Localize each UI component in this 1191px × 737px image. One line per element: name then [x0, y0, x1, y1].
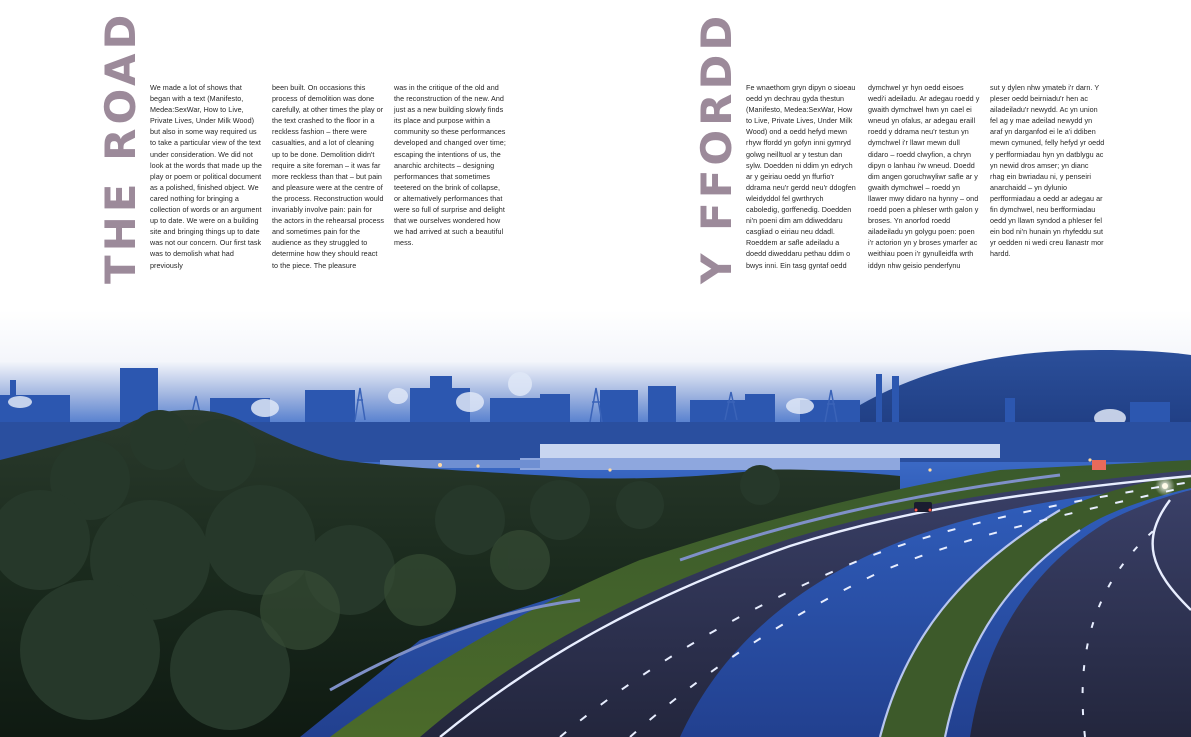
page-title-the-road: THE ROAD: [96, 10, 145, 284]
welsh-text-column-1: Fe wnaethom gryn dipyn o sioeau oedd yn dechrau gyda thestun (Manifesto, Medea:SexWar, How to Live, Private Lives, Under Milk Wood) ond a oedd hefyd mewn rhyw ffordd yn gofyn inni gymryd golwg neilltuol ar y testun dan sylw. Doedden ni ddim yn edrych ar y geiriau oedd yn ffurfio'r ddrama neu'r gerdd neu'r ddogfen wleidyddol fel gwrthrych caboledig, gorffenedig. Doedden ni'n poeni dim am ddiweddaru casgliad o eiriau neu ddadl. Roeddem ar safle adeiladu a doedd diweddaru pethau ddim o bwys inni. Ein tasg gyntaf oedd: [746, 83, 856, 270]
text-column-1: We made a lot of shows that began with a text (Manifesto, Medea:SexWar, How to Live, Private Lives, Under Milk Wood) but also in some way required us to take a particular view of the text under consideration. We did not look at the words that made up the play or poem or political document as a polished, finished object. We cared nothing for bringing a collection of words or an argument up to date. We were on a building site and bringing things up to date was not our concern. Our first task was to demolish what had previously: [150, 83, 262, 270]
welsh-text-column-2: dymchwel yr hyn oedd eisoes wedi'i adeiladu. Ar adegau roedd y gwaith dymchwel hwn yn cael ei wneud yn ofalus, ar adegau eraill roedd y ddrama neu'r testun yn dymchwel i'r llawr mewn dull didaro – roedd clwyfion, a chryn dipyn o lanhau i'w wneud. Doedd dim angen goruchwyliwr safle ar y gwaith dymchwel – roedd yn llawer mwy didaro na hynny – ond roedd poen a phleser wrth galon y broses. Yn anorfod roedd ailadeiladu yn golygu poen: poen i'r actorion yn y broses ymarfer ac weithiau poen i'r gynulleidfa wrth iddyn nhw geisio penderfynu: [868, 83, 980, 270]
text-column-3: was in the critique of the old and the reconstruction of the new. And just as a new building slowly finds its place and purpose within a community so these performances developed and changed over time; escaping the intentions of us, the anarchic architects – designing performances that sometimes teetered on the brink of collapse, or alternatively performances that were so full of surprise and delight that we ourselves wondered how we had arrived at such a beautiful mess.: [394, 83, 506, 248]
text-column-2: been built. On occasions this process of demolition was done carefully, at other times the play or the text crashed to the floor in a reckless fashion – there were casualties, and a lot of cleaning up to be done. Demolition didn't require a site foreman – it was far more reckless than that – but pain and pleasure were at the centre of the process. Reconstruction would invariably involve pain: pain for the actors in the rehearsal process and sometimes pain for the audience as they struggled to determine how they should react to the piece. The pleasure: [272, 83, 385, 270]
welsh-text-column-3: sut y dylen nhw ymateb i'r darn. Y pleser oedd beirniadu'r hen ac ailadeiladu'r newydd. Ac yn union fel ag y mae adeilad newydd yn araf yn darganfod ei le a'i ddiben mewn cymuned, felly hefyd yr oedd y perfformiadau hyn yn datblygu ac yn newid dros amser; yn dianc rhag ein bwriadau ni, y penseiri anarchaidd – yn dylunio perfformiadau a oedd ar adegau ar fin dymchwel, neu berfformiadau oedd yn llawn syndod a phleser fel ein bod ni'n hunain yn rhyfeddu sut yr oedden ni wedi creu llanastr mor hardd.: [990, 83, 1105, 259]
motorway-photograph: [0, 310, 1191, 737]
page-title-y-ffordd: Y FFORDD: [692, 11, 741, 284]
